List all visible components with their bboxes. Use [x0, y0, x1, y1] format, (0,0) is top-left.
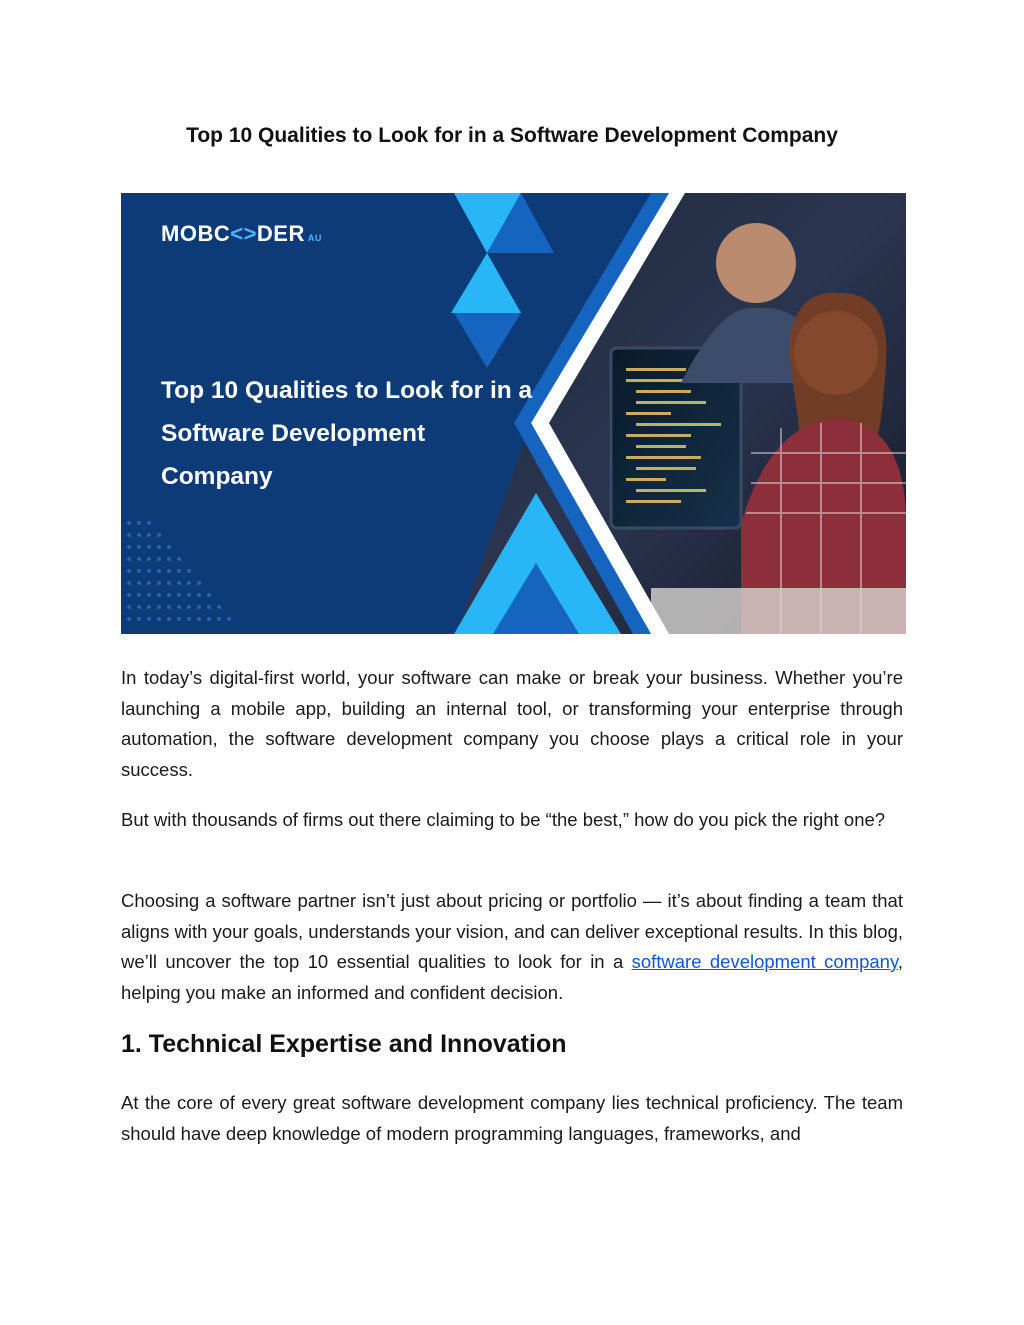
banner-heading: Top 10 Qualities to Look for in a Software Development Company [161, 377, 533, 490]
logo-code-icon: <> [230, 221, 257, 246]
dot-pattern [127, 521, 231, 621]
triangle-4 [454, 313, 521, 368]
section-1-heading: 1. Technical Expertise and Innovation [121, 1030, 567, 1058]
intro-paragraph-3 [121, 886, 903, 1008]
hero-banner-image [121, 193, 906, 634]
logo-suffix: DER [256, 221, 305, 246]
paragraph-3-text-before: Choosing a software partner isn’t just about pricing or portfolio — it’s about finding a team that aligns with your goals, understands your vision, and can deliver exceptional results. In this blog, we’ll uncover the top 10 essential qualities to look for in a [121, 890, 903, 972]
intro-paragraph-2: But with thousands of firms out there claiming to be “the best,” how do you pick the right one? [121, 809, 886, 830]
intro-paragraph-1: In today’s digital-first world, your software can make or break your business. Whether you’re launching a mobile app, building an internal tool, or transforming your enterprise through automation, the software development company you choose plays a critical role in your success. [121, 667, 903, 780]
section-1-paragraph: At the core of every great software development company lies technical proficiency. The team should have deep knowledge of modern programming languages, frameworks, and [121, 1092, 903, 1144]
brand-logo [161, 221, 322, 247]
logo-region: AU [307, 233, 322, 243]
document-title: Top 10 Qualities to Look for in a Software Development Company [186, 124, 838, 147]
logo-prefix: MOBC [161, 221, 231, 246]
triangle-3 [451, 253, 521, 313]
software-development-company-link[interactable]: software development company [631, 951, 898, 972]
person-man-head [716, 223, 796, 303]
desk [651, 588, 906, 634]
paragraph-3-text-after: , helping you make an informed and confident decision. [121, 951, 903, 1003]
